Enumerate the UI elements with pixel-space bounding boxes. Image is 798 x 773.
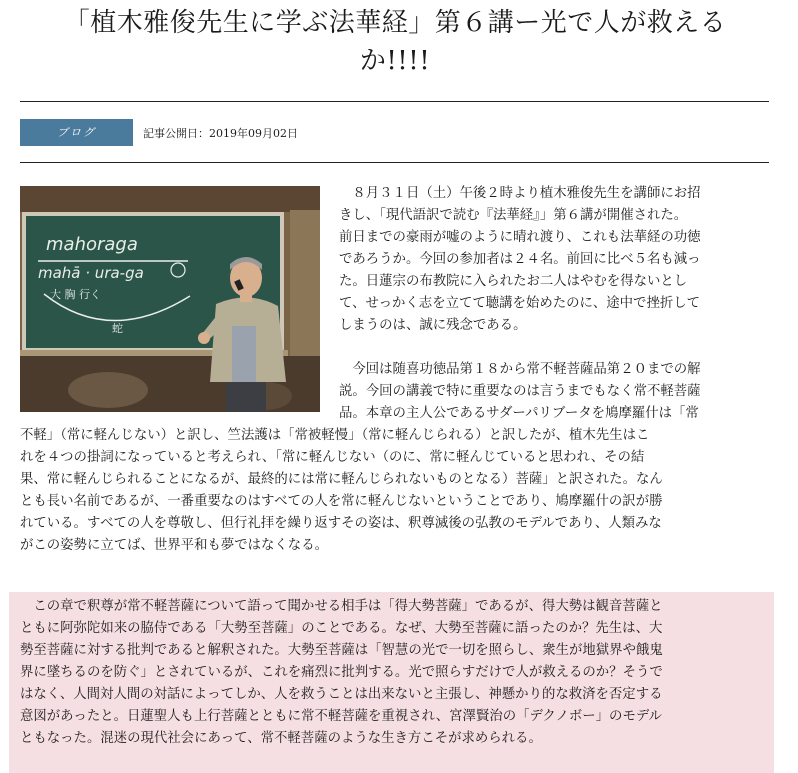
paragraph-line: がこの姿勢に立てば、世界平和も夢ではなくなる。 (20, 538, 328, 553)
paragraph-2 (339, 359, 771, 425)
paragraph-2-continued (20, 425, 772, 557)
paragraph-line: とも長い名前であるが、一番重要なのはすべての人を常に軽んじないということであり、鳩摩羅什の訳が勝 (20, 494, 663, 509)
paragraph-line: 今回は随喜功徳品第１８から常不軽菩薩品第２０までの解 (339, 362, 701, 377)
paragraph-line: 説。今回の講義で特に重要なのは言うまでもなく常不軽菩薩 (339, 384, 701, 399)
paragraph-line: 前日までの豪雨が嘘のように晴れ渡り、これも法華経の功徳 (339, 230, 701, 245)
publish-date: 記事公開日：2019年09月02日 (143, 127, 298, 140)
paragraph-line: 品。本章の主人公であるサダーパリブータを鳩摩羅什は「常 (339, 406, 699, 421)
paragraph-line: ８月３１日（土）午後２時より植木雅俊先生を講師にお招 (339, 186, 701, 201)
paragraph-line: れを４つの掛詞になっていると考えられ、「常に軽んじない（のに、常に軽んじていると思われ、その結 (20, 450, 645, 465)
board-text-4: 蛇 (112, 322, 123, 335)
paragraph-line: はなく、人間対人間の対話によってしか、人を救うことは出来ないと主張し、神懸かり的な救済を否定する (20, 687, 663, 702)
paragraph-1 (339, 183, 771, 337)
paragraph-line: ともなった。混迷の現代社会にあって、常不軽菩薩のような生き方こそが求められる。 (20, 731, 542, 746)
lecture-photo (20, 186, 320, 412)
article-title (20, 4, 770, 80)
paragraph-line: きし、「現代語訳で読む『法華経』」第６講が開催された。 (339, 208, 688, 223)
divider-top (20, 101, 769, 102)
article-title-line2: か!!!! (359, 46, 431, 76)
paragraph-line: 意図があったと。日蓮聖人も上行菩薩とともに常不軽菩薩を重視され、宮澤賢治の「デクノボー」のモデル (20, 709, 662, 724)
paragraph-line: 界に墜ちるのを防ぐ」とされているが、これを痛烈に批判する。光で照らすだけで人が救えるのか？そうで (20, 665, 663, 680)
paragraph-line: ともに阿弥陀如来の脇侍である「大勢至菩薩」のことである。なぜ、大勢至菩薩に語ったのか？先生は、大 (20, 621, 663, 636)
paragraph-line: この章で釈尊が常不軽菩薩について語って聞かせる相手は「得大勢菩薩」であるが、得大勢は観音菩薩と (20, 599, 663, 614)
board-text-3: 大 胸 行く (50, 288, 101, 301)
paragraph-line: 不軽」（常に軽んじない）と訳し、竺法護は「常被軽慢」（常に軽んじられる）と訳したが、植木先生はこ (20, 428, 650, 443)
paragraph-line: であろうか。今回の参加者は２４名。前回に比べ５名も減っ (339, 252, 701, 267)
paragraph-line: 果、常に軽んじられることになるが、最終的には常に軽んじられないものとなる）菩薩」と訳された。なん (20, 472, 663, 487)
lecture-photo-illustration (20, 186, 320, 412)
article-title-line1: 「植木雅俊先生に学ぶ法華経」第６講ー光で人が救える (63, 8, 727, 38)
paragraph-line: た。日蓮宗の布教院に入られたお二人はやむを得ないとし (339, 274, 688, 289)
paragraph-line: しまうのは、誠に残念である。 (339, 318, 527, 333)
board-text-2: mahā · ura-ga (38, 264, 144, 282)
paragraph-3 (20, 596, 772, 750)
category-badge[interactable]: ブログ (20, 119, 133, 146)
paragraph-line: て、せっかく志を立てて聴講を始めたのに、途中で挫折して (339, 296, 701, 311)
divider-bottom (20, 162, 769, 163)
board-text-1: mahoraga (46, 234, 138, 255)
paragraph-line: 勢至菩薩に対する批判であると解釈された。大勢至菩薩は「智慧の光で一切を照らし、衆生が地獄界や餓鬼 (20, 643, 663, 658)
paragraph-line: れている。すべての人を尊敬し、但行礼拝を繰り返すその姿は、釈尊滅後の弘教のモデルであり、人類みな (20, 516, 662, 531)
